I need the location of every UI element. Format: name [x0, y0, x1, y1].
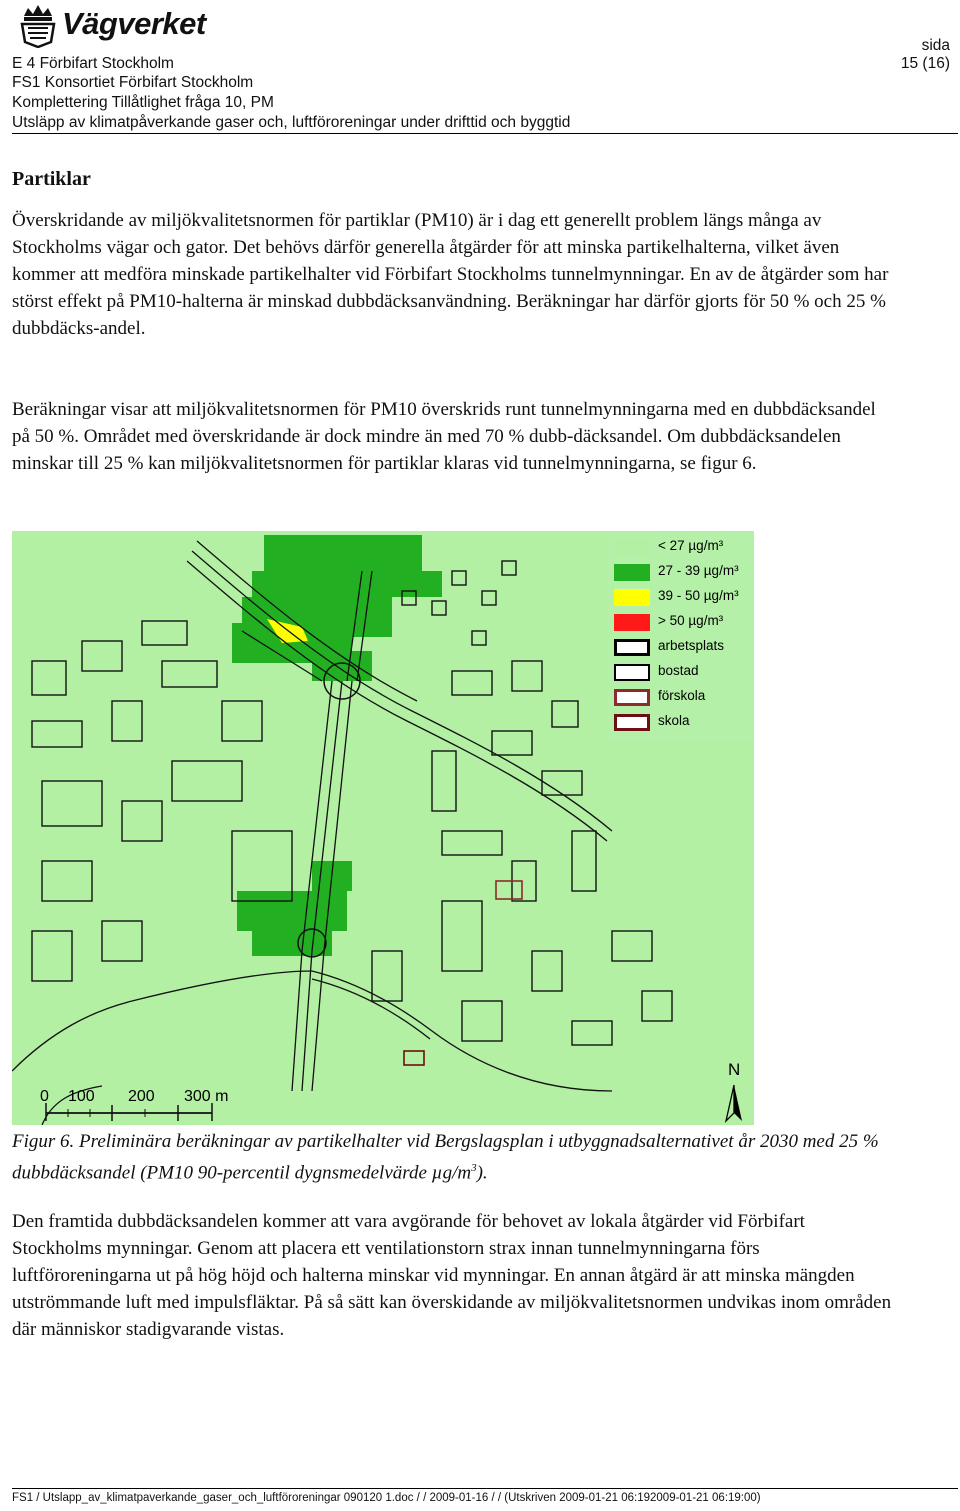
- paragraph-intro: Överskridande av miljökvalitetsnormen för partiklar (PM10) är i dag ett generellt problem längs många av Stockholms vägar och gator. Det behövs därför generella åtgärder för att minska partikelhalterna, vilket även kommer att medföra minskade partikelhalter vid Förbifart Stockholms tunnelmynningar. En av de åtgärder som har störst effekt på PM10-halterna är minskad dubbdäcksanvändning. Beräkningar har därför gjorts för 50 % och 25 % dubbdäcks-andel.: [12, 210, 889, 339]
- legend-label: arbetsplats: [658, 638, 725, 653]
- scale-label-300: 300 m: [184, 1088, 229, 1105]
- legend-label: bostad: [658, 663, 699, 678]
- legend-label: < 27 µg/m³: [658, 538, 724, 553]
- legend-swatch: [614, 689, 650, 706]
- legend-item: [614, 612, 752, 634]
- figure-caption: [12, 1128, 912, 1186]
- legend-label: > 50 µg/m³: [658, 613, 724, 628]
- header-subject: Utsläpp av klimatpåverkande gaser och, luftföroreningar under drifttid och byggtid: [12, 114, 571, 131]
- page-footer: FS1 / Utslapp_av_klimatpaverkande_gaser_och_luftföroreningar 090120 1.doc / / 2009-01-16 / / (Utskriven 2009-01-21 06:192009-01-21 06:19:00): [12, 1492, 761, 1504]
- page-label: sida: [921, 37, 950, 54]
- scale-label-100: 100: [68, 1088, 95, 1105]
- logo-text: Vägverket: [62, 6, 206, 41]
- page-header: [0, 0, 960, 136]
- footer-divider: [12, 1488, 958, 1489]
- legend-swatch: [614, 664, 650, 681]
- section-heading: Partiklar: [12, 168, 91, 190]
- header-document: Komplettering Tillåtlighet fråga 10, PM: [12, 94, 274, 111]
- paragraph-results: Beräkningar visar att miljökvalitetsnormen för PM10 överskrids runt tunnelmynningarna med en dubbdäcksandel på 50 %. Området med överskridande är dock mindre än med 70 % dubb-däcksandel. Om dubbdäcksandelen minskar till 25 % kan miljökvalitetsnormen för partiklar klaras vid tunnelmynningarna, se figur 6.: [12, 399, 876, 474]
- legend-item: [614, 537, 752, 559]
- header-consortium: FS1 Konsortiet Förbifart Stockholm: [12, 74, 254, 91]
- page-number: 15 (16): [900, 55, 950, 72]
- legend-item: [614, 637, 752, 659]
- scale-label-0: 0: [40, 1088, 49, 1105]
- legend-label: 39 - 50 µg/m³: [658, 588, 739, 603]
- legend-item: [614, 587, 752, 609]
- legend-swatch: [614, 589, 650, 606]
- paragraph-measures: Den framtida dubbdäcksandelen kommer att vara avgörande för behovet av lokala åtgärder vid Förbifart Stockholms mynningar. Genom att placera ett ventilationstorn strax innan tunnelmynningarna förs luftföroreningarna ut på hög höjd och halterna minskar vid mynningar. En annan åtgärd är att minska mängden utströmmande luft med impulsfläktar. På så sätt kan överskidande av miljökvalitetsnormen undvikas inom områden där människor stadigvarande vistas.: [12, 1211, 892, 1340]
- vagverket-logo: [18, 2, 218, 50]
- legend-swatch: [614, 614, 650, 631]
- scale-label-200: 200: [128, 1088, 155, 1105]
- crown-icon: [18, 2, 58, 48]
- map-legend: [606, 531, 754, 741]
- legend-item: [614, 562, 752, 584]
- legend-label: 27 - 39 µg/m³: [658, 563, 739, 578]
- header-project: E 4 Förbifart Stockholm: [12, 55, 174, 72]
- legend-label: förskola: [658, 688, 706, 703]
- caption-end: ).: [476, 1162, 488, 1184]
- legend-label: skola: [658, 713, 690, 728]
- caption-text: Figur 6. Preliminära beräkningar av partikelhalter vid Bergslagsplan i utbyggnadsalternativet år 2030 med 25 % dubbdäcksandel (PM10 90-percentil dygnsmedelvärde µg/m: [12, 1131, 879, 1184]
- legend-item: [614, 687, 752, 709]
- north-label: N: [728, 1060, 741, 1079]
- caption-superscript: 3: [471, 1162, 477, 1174]
- header-divider: [12, 133, 958, 134]
- legend-swatch: [614, 639, 650, 656]
- legend-swatch: [614, 564, 650, 581]
- legend-swatch: [614, 714, 650, 731]
- legend-swatch: [614, 539, 650, 556]
- legend-item: [614, 712, 752, 734]
- legend-item: [614, 662, 752, 684]
